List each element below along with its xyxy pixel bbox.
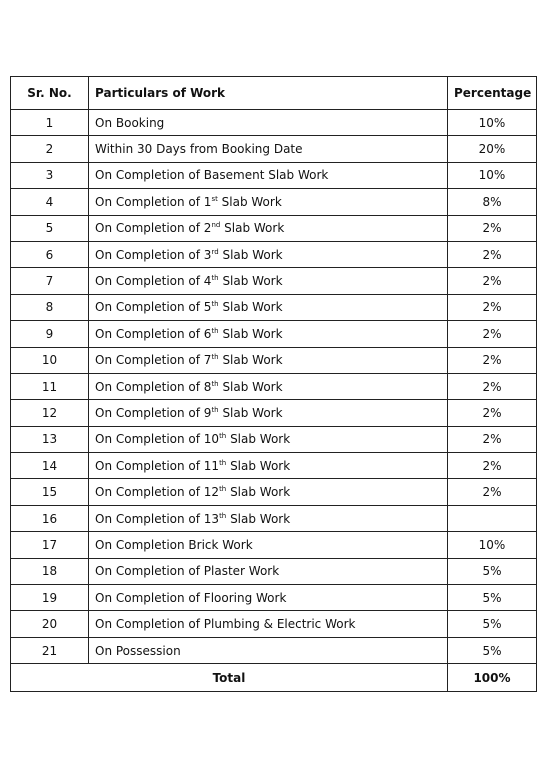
- particulars-text: On Completion of 9: [95, 405, 212, 420]
- particulars-text: On Completion of 6: [95, 326, 212, 341]
- total-row: [11, 664, 537, 692]
- row-sr-no: 19: [11, 585, 89, 611]
- particulars-text: On Completion Brick Work: [95, 537, 253, 552]
- row-percentage: 5%: [448, 637, 537, 663]
- particulars-text-tail: Slab Work: [217, 194, 282, 209]
- row-particulars: [89, 136, 448, 162]
- particulars-text: On Completion of Plaster Work: [95, 564, 280, 579]
- row-particulars: [89, 294, 448, 320]
- particulars-text-tail: Slab Work: [226, 432, 291, 447]
- header-percentage: Percentage: [448, 77, 537, 110]
- table-row: [11, 453, 537, 479]
- row-particulars: [89, 505, 448, 531]
- row-sr-no: 5: [11, 215, 89, 241]
- table-row: [11, 136, 537, 162]
- table-row: [11, 400, 537, 426]
- row-percentage: 10%: [448, 162, 537, 188]
- row-particulars: [89, 558, 448, 584]
- row-sr-no: 11: [11, 373, 89, 399]
- row-percentage: 10%: [448, 532, 537, 558]
- row-percentage: 2%: [448, 479, 537, 505]
- ordinal-suffix: rd: [211, 247, 219, 256]
- particulars-text: On Completion of 1: [95, 194, 212, 209]
- row-percentage: 8%: [448, 189, 537, 215]
- particulars-text-tail: Slab Work: [218, 300, 283, 315]
- row-sr-no: 12: [11, 400, 89, 426]
- row-sr-no: 9: [11, 321, 89, 347]
- table-row: [11, 110, 537, 136]
- table-row: [11, 558, 537, 584]
- particulars-text-tail: Slab Work: [218, 353, 283, 368]
- row-percentage: [448, 505, 537, 531]
- ordinal-suffix: th: [211, 274, 219, 283]
- row-sr-no: 16: [11, 505, 89, 531]
- row-sr-no: 17: [11, 532, 89, 558]
- row-particulars: [89, 373, 448, 399]
- payment-schedule-table: [10, 76, 537, 692]
- row-particulars: [89, 241, 448, 267]
- row-percentage: 2%: [448, 321, 537, 347]
- row-particulars: [89, 400, 448, 426]
- row-sr-no: 13: [11, 426, 89, 452]
- table-body: [11, 110, 537, 664]
- particulars-text: On Completion of Flooring Work: [95, 590, 287, 605]
- row-sr-no: 7: [11, 268, 89, 294]
- row-percentage: 2%: [448, 373, 537, 399]
- ordinal-suffix: st: [211, 194, 218, 203]
- row-sr-no: 21: [11, 637, 89, 663]
- ordinal-suffix: th: [219, 432, 227, 441]
- ordinal-suffix: th: [219, 511, 227, 520]
- table-row: [11, 321, 537, 347]
- ordinal-suffix: th: [219, 485, 227, 494]
- table-row: [11, 189, 537, 215]
- row-particulars: [89, 321, 448, 347]
- row-sr-no: 1: [11, 110, 89, 136]
- row-percentage: 2%: [448, 347, 537, 373]
- row-particulars: [89, 347, 448, 373]
- row-percentage: 2%: [448, 400, 537, 426]
- particulars-text-tail: Slab Work: [218, 247, 283, 262]
- particulars-text: On Completion of 2: [95, 221, 212, 236]
- row-percentage: 2%: [448, 241, 537, 267]
- particulars-text: On Booking: [95, 115, 165, 130]
- row-particulars: [89, 162, 448, 188]
- table-row: [11, 347, 537, 373]
- header-particulars: Particulars of Work: [89, 77, 448, 110]
- row-particulars: [89, 189, 448, 215]
- row-sr-no: 3: [11, 162, 89, 188]
- table-row: [11, 585, 537, 611]
- table-row: [11, 373, 537, 399]
- particulars-text: On Completion of 3: [95, 247, 212, 262]
- row-sr-no: 20: [11, 611, 89, 637]
- row-sr-no: 6: [11, 241, 89, 267]
- table-row: [11, 611, 537, 637]
- row-percentage: 5%: [448, 585, 537, 611]
- row-particulars: [89, 215, 448, 241]
- table-header-row: [11, 77, 537, 110]
- ordinal-suffix: th: [211, 379, 219, 388]
- ordinal-suffix: th: [211, 353, 219, 362]
- row-particulars: [89, 268, 448, 294]
- ordinal-suffix: th: [211, 405, 219, 414]
- row-percentage: 5%: [448, 611, 537, 637]
- row-particulars: [89, 611, 448, 637]
- ordinal-suffix: nd: [211, 221, 221, 230]
- row-sr-no: 15: [11, 479, 89, 505]
- particulars-text-tail: Slab Work: [226, 485, 291, 500]
- table-row: [11, 426, 537, 452]
- row-sr-no: 2: [11, 136, 89, 162]
- ordinal-suffix: th: [219, 458, 227, 467]
- total-percentage: 100%: [448, 664, 537, 692]
- ordinal-suffix: th: [211, 300, 219, 309]
- particulars-text-tail: Slab Work: [218, 274, 283, 289]
- row-particulars: [89, 110, 448, 136]
- row-particulars: [89, 479, 448, 505]
- ordinal-suffix: th: [211, 326, 219, 335]
- table-row: [11, 479, 537, 505]
- row-percentage: 2%: [448, 426, 537, 452]
- row-sr-no: 18: [11, 558, 89, 584]
- row-percentage: 20%: [448, 136, 537, 162]
- row-percentage: 10%: [448, 110, 537, 136]
- table-row: [11, 162, 537, 188]
- table-row: [11, 637, 537, 663]
- row-particulars: [89, 426, 448, 452]
- row-particulars: [89, 585, 448, 611]
- row-percentage: 5%: [448, 558, 537, 584]
- table-row: [11, 505, 537, 531]
- particulars-text: On Completion of 8: [95, 379, 212, 394]
- table-row: [11, 215, 537, 241]
- particulars-text: On Completion of 10: [95, 432, 220, 447]
- row-percentage: 2%: [448, 215, 537, 241]
- header-sr-no: Sr. No.: [11, 77, 89, 110]
- particulars-text: On Completion of 7: [95, 353, 212, 368]
- particulars-text-tail: Slab Work: [218, 326, 283, 341]
- table-row: [11, 532, 537, 558]
- row-sr-no: 4: [11, 189, 89, 215]
- particulars-text-tail: Slab Work: [226, 511, 291, 526]
- particulars-text: On Completion of 4: [95, 274, 212, 289]
- particulars-text-tail: Slab Work: [218, 379, 283, 394]
- particulars-text-tail: Slab Work: [220, 221, 285, 236]
- row-particulars: [89, 453, 448, 479]
- row-sr-no: 14: [11, 453, 89, 479]
- row-percentage: 2%: [448, 268, 537, 294]
- row-sr-no: 10: [11, 347, 89, 373]
- table-row: [11, 241, 537, 267]
- particulars-text: On Completion of 11: [95, 458, 220, 473]
- row-sr-no: 8: [11, 294, 89, 320]
- table-row: [11, 294, 537, 320]
- table-row: [11, 268, 537, 294]
- particulars-text: On Completion of 12: [95, 485, 220, 500]
- particulars-text: On Completion of Basement Slab Work: [95, 168, 329, 183]
- particulars-text: On Completion of Plumbing & Electric Work: [95, 617, 356, 632]
- particulars-text: On Completion of 5: [95, 300, 212, 315]
- particulars-text-tail: Slab Work: [218, 405, 283, 420]
- particulars-text: On Completion of 13: [95, 511, 220, 526]
- row-percentage: 2%: [448, 453, 537, 479]
- particulars-text: On Possession: [95, 643, 181, 658]
- total-label: Total: [11, 664, 448, 692]
- row-percentage: 2%: [448, 294, 537, 320]
- row-particulars: [89, 532, 448, 558]
- particulars-text-tail: Slab Work: [226, 458, 291, 473]
- particulars-text: Within 30 Days from Booking Date: [95, 142, 303, 157]
- row-particulars: [89, 637, 448, 663]
